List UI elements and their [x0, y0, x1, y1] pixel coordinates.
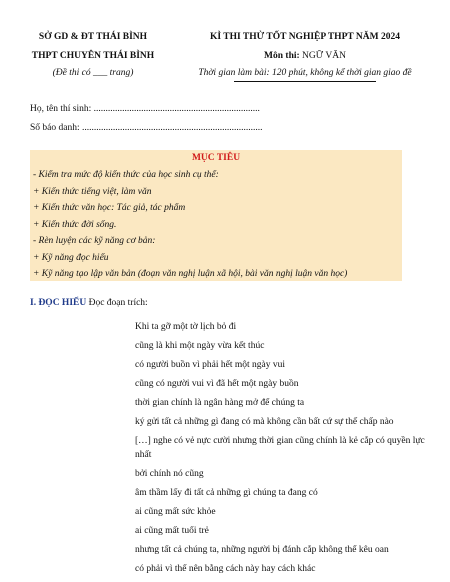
department-name: SỞ GD & ĐT THÁI BÌNH	[38, 32, 148, 42]
page-count-note: (Đề thi có ___ trang)	[52, 68, 134, 78]
poem-line: ký gửi tất cả những gì đang có mà không cần bất cứ sự thế chấp nào	[135, 417, 394, 427]
poem-line: ai cũng mất sức khỏe	[135, 507, 216, 517]
poem-line: […] nghe có vẻ nực cười nhưng thời gian cũng chính là kẻ cắp có quyền lực nhất	[135, 436, 425, 460]
poem-excerpt	[135, 318, 435, 579]
poem-line: thời gian chính là ngân hàng mở để chúng ta	[135, 398, 305, 408]
school-name: THPT CHUYÊN THÁI BÌNH	[31, 51, 155, 61]
objectives-title: MỤC TIÊU	[191, 153, 241, 163]
header-left	[18, 32, 168, 78]
objective-line: + Kiến thức văn học: Tác giả, tác phẩm	[33, 203, 186, 213]
poem-line: bởi chính nó cũng	[135, 469, 204, 479]
time-note: Thời gian làm bài: 120 phút, không kể thời gian giao đề	[198, 68, 412, 78]
objective-line: + Kiến thức tiếng việt, làm văn	[33, 186, 152, 197]
poem-line: có phải vì thế nên bằng cách này hay cách khác	[135, 564, 316, 574]
objectives-box	[30, 150, 402, 281]
candidate-name-field: Họ, tên thí sinh: ......................................................................	[30, 104, 260, 114]
poem-line: ai cũng mất tuổi trẻ	[135, 526, 209, 536]
poem-line: nhưng tất cả chúng ta, những người bị đánh cắp không thể kêu oan	[135, 545, 389, 555]
section-title: I. ĐỌC HIỂU	[30, 298, 87, 308]
poem-line: cũng là khi một ngày vừa kết thúc	[135, 341, 265, 351]
objective-line: + Kiến thức đời sống.	[33, 219, 117, 230]
poem-line: âm thầm lấy đi tất cả những gì chúng ta đang có	[135, 488, 318, 498]
candidate-fields	[30, 102, 262, 140]
subject-line	[172, 51, 438, 61]
exam-title: KÌ THI THỬ TỐT NGHIỆP THPT NĂM 2024	[210, 32, 400, 42]
objective-line: + Kỹ năng tạo lập văn bản (đoạn văn nghị luận xã hội, bài văn nghị luận văn học)	[33, 269, 348, 279]
header-divider	[234, 81, 376, 82]
objective-line: - Kiểm tra mức độ kiến thức của học sinh cụ thể:	[33, 170, 219, 180]
header-right	[172, 32, 438, 82]
poem-line: có người buồn vì phải hết một ngày vui	[135, 360, 286, 370]
subject-name: NGỮ VĂN	[302, 51, 346, 61]
objective-line: - Rèn luyện các kỹ năng cơ bản:	[33, 236, 156, 246]
reading-instruction: Đọc đoạn trích:	[88, 298, 148, 308]
candidate-id-field: Số báo danh: ............................................................................	[30, 123, 263, 133]
subject-label: Môn thi:	[264, 51, 300, 61]
poem-line: Khi ta gỡ một tờ lịch bỏ đi	[135, 322, 237, 332]
reading-heading	[30, 298, 148, 308]
objective-line: + Kỹ năng đọc hiểu	[33, 252, 109, 263]
poem-line: cũng có người vui vì đã hết một ngày buồn	[135, 379, 299, 389]
